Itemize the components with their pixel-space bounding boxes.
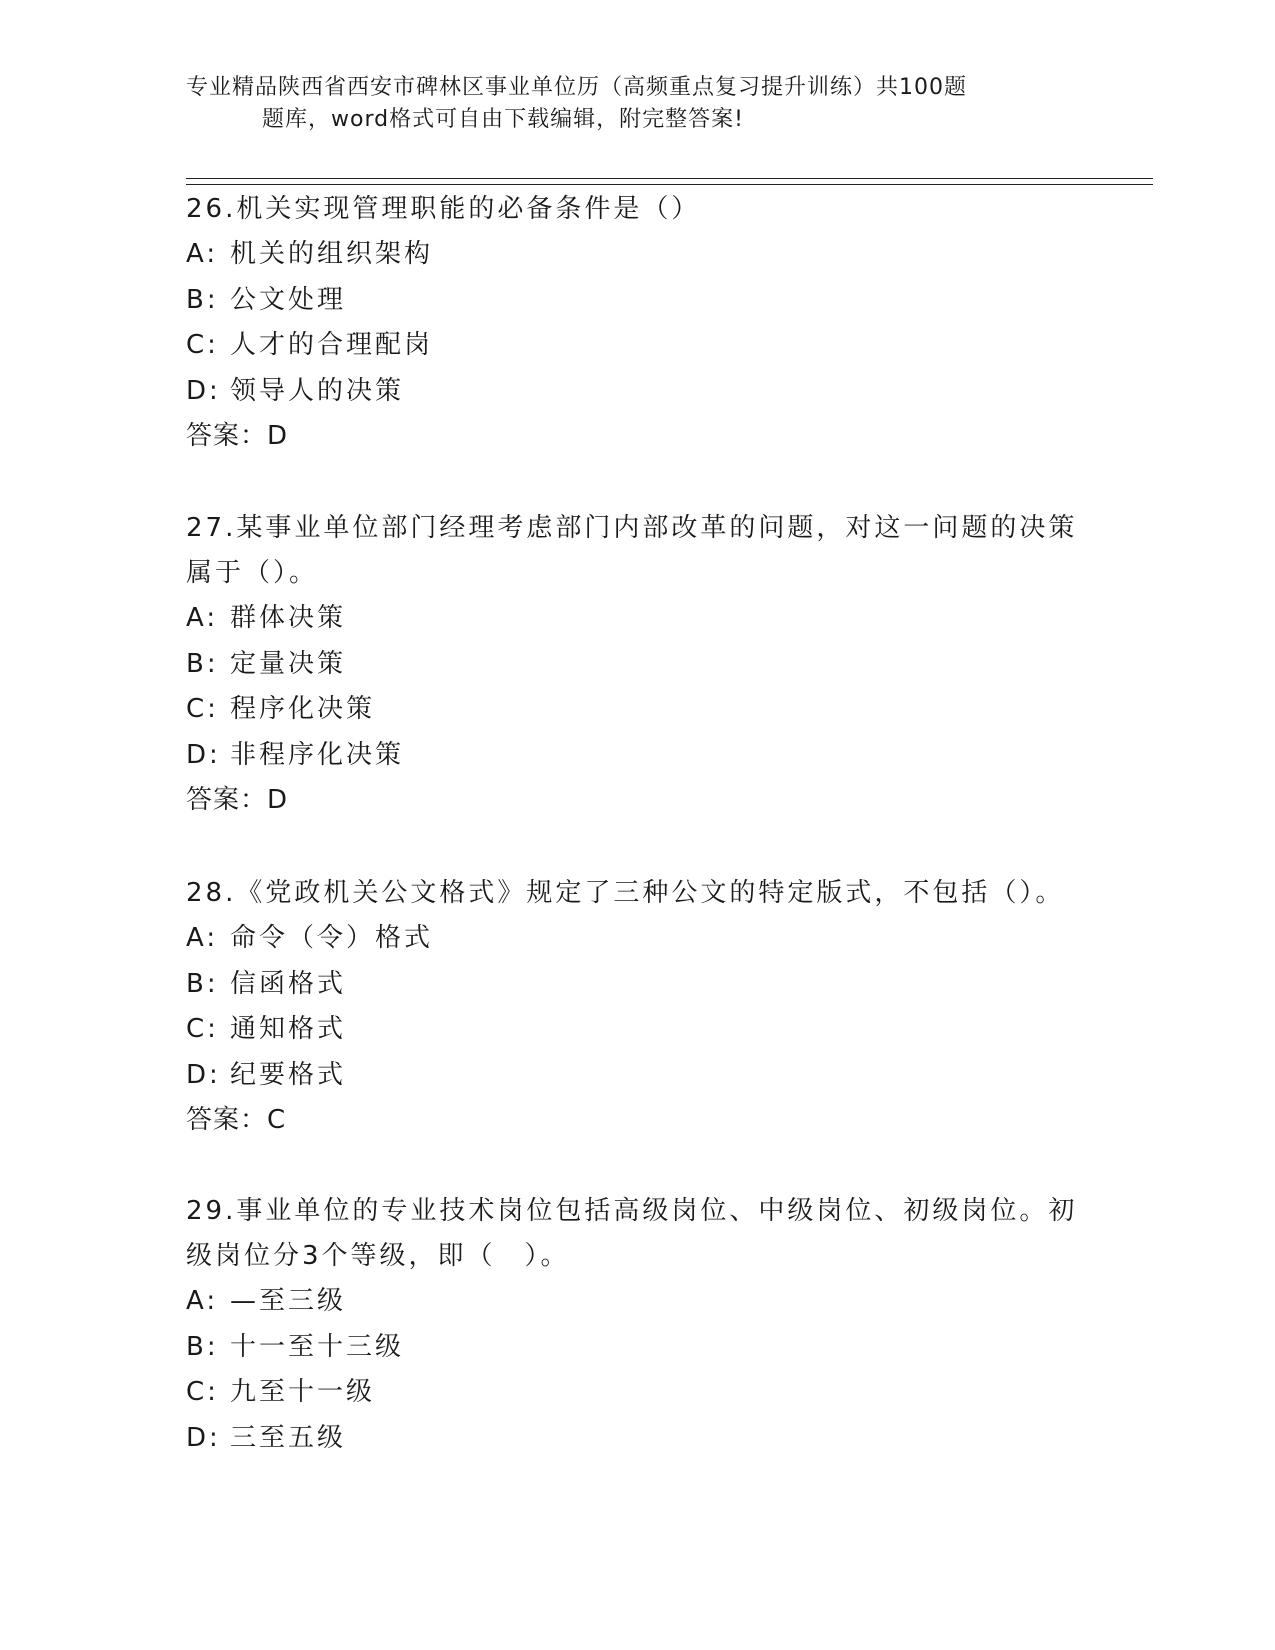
option-letter: D: bbox=[186, 1059, 221, 1090]
option-letter: A: bbox=[186, 239, 219, 269]
option-a bbox=[186, 916, 1086, 962]
header-line-2: 题库，word格式可自由下载编辑，附完整答案! bbox=[262, 107, 744, 132]
option-letter: C: bbox=[186, 1377, 219, 1407]
option-text: 定量决策 bbox=[230, 648, 347, 679]
option-text: 三至五级 bbox=[230, 1422, 347, 1453]
header-divider-bottom bbox=[186, 184, 1153, 185]
question-27 bbox=[186, 506, 1086, 824]
option-letter: A: bbox=[186, 603, 219, 633]
option-letter: D: bbox=[186, 739, 221, 770]
option-text: 公文处理 bbox=[230, 284, 347, 315]
option-text: 领导人的决策 bbox=[230, 375, 405, 406]
option-text: 命令（令）格式 bbox=[230, 923, 434, 953]
question-28 bbox=[186, 871, 1086, 1144]
option-a bbox=[186, 596, 1086, 642]
option-letter: B: bbox=[186, 648, 219, 679]
option-letter: C: bbox=[186, 694, 219, 724]
option-d bbox=[186, 733, 1086, 779]
option-letter: B: bbox=[186, 968, 219, 999]
option-text: 十一至十三级 bbox=[230, 1331, 405, 1362]
question-stem: 29.事业单位的专业技术岗位包括高级岗位、中级岗位、初级岗位。初级岗位分3个等级，即（ ）。 bbox=[186, 1196, 1078, 1271]
option-c bbox=[186, 323, 1086, 369]
question-stem: 27.某事业单位部门经理考虑部门内部改革的问题，对这一问题的决策属于（）。 bbox=[186, 513, 1078, 588]
option-c bbox=[186, 1007, 1086, 1053]
option-text: 信函格式 bbox=[230, 968, 347, 999]
option-text: 纪要格式 bbox=[230, 1059, 347, 1090]
option-a bbox=[186, 232, 1086, 278]
question-stem: 26.机关实现管理职能的必备条件是（） bbox=[186, 194, 701, 224]
option-letter: D: bbox=[186, 1422, 221, 1453]
question-stem: 28.《党政机关公文格式》规定了三种公文的特定版式，不包括（）。 bbox=[186, 878, 1065, 908]
option-c bbox=[186, 1370, 1086, 1416]
option-letter: A: bbox=[186, 923, 219, 953]
answer-line: 答案：D bbox=[186, 785, 289, 815]
option-letter: C: bbox=[186, 1014, 219, 1044]
option-text: 人才的合理配岗 bbox=[230, 330, 434, 360]
option-d bbox=[186, 1416, 1086, 1462]
option-text: 九至十一级 bbox=[230, 1377, 376, 1407]
option-text: 群体决策 bbox=[230, 603, 347, 633]
option-text: 非程序化决策 bbox=[230, 739, 405, 770]
question-29 bbox=[186, 1189, 1086, 1461]
option-letter: C: bbox=[186, 330, 219, 360]
question-26 bbox=[186, 187, 1086, 460]
option-letter: B: bbox=[186, 284, 219, 315]
option-b bbox=[186, 278, 1086, 324]
option-text: 机关的组织架构 bbox=[230, 239, 434, 269]
option-c bbox=[186, 687, 1086, 733]
option-text: 程序化决策 bbox=[230, 694, 376, 724]
option-a bbox=[186, 1279, 1086, 1325]
option-d bbox=[186, 1053, 1086, 1099]
option-text: —至三级 bbox=[230, 1286, 347, 1316]
option-d bbox=[186, 369, 1086, 415]
answer-line: 答案：C bbox=[186, 1105, 287, 1135]
option-b bbox=[186, 1325, 1086, 1371]
answer-line: 答案：D bbox=[186, 421, 289, 451]
option-letter: B: bbox=[186, 1331, 219, 1362]
document-header bbox=[186, 72, 1046, 136]
option-b bbox=[186, 642, 1086, 688]
header-line-1: 专业精品陕西省西安市碑林区事业单位历（高频重点复习提升训练）共100题 bbox=[186, 75, 967, 100]
header-divider-top bbox=[186, 178, 1153, 179]
option-letter: D: bbox=[186, 375, 221, 406]
option-letter: A: bbox=[186, 1286, 219, 1316]
option-b bbox=[186, 962, 1086, 1008]
option-text: 通知格式 bbox=[230, 1014, 347, 1044]
